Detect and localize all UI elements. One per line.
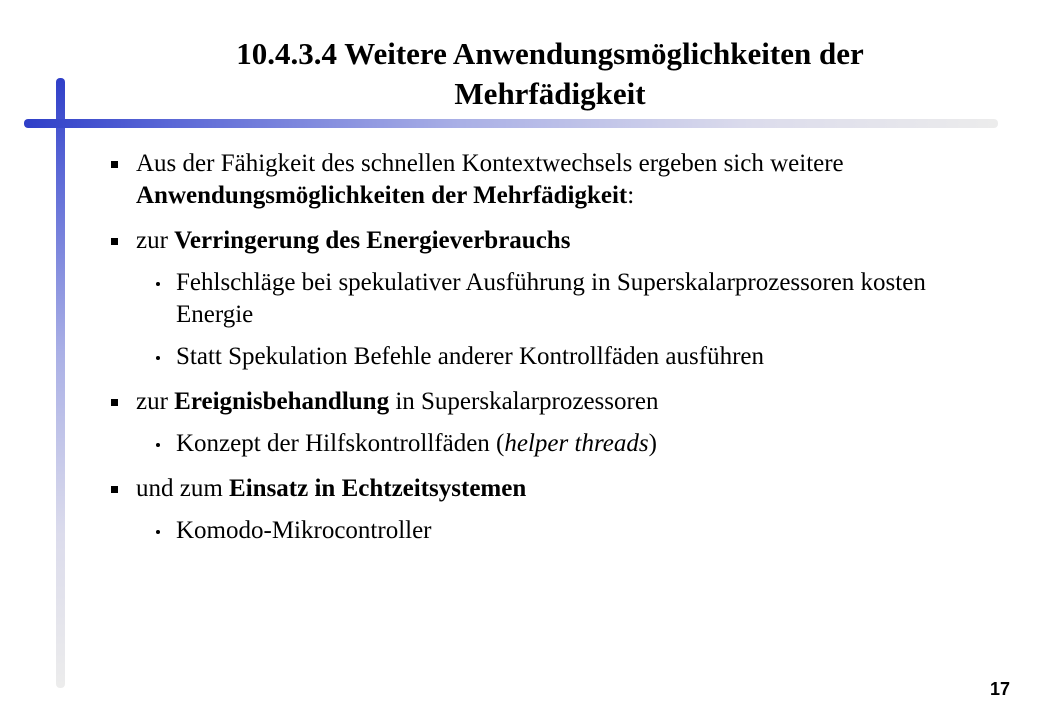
slide-title-line-2: Mehrfädigkeit <box>454 76 646 111</box>
sub-bullet-text: Komodo-Mikrocontroller <box>176 517 432 544</box>
bullet-text: zur <box>136 227 175 254</box>
page-number: 17 <box>989 679 1010 699</box>
bullet-text-suffix: : <box>627 182 635 209</box>
bullet-item <box>108 386 1008 418</box>
bullet-list <box>108 148 1008 547</box>
bullet-text: Aus der Fähigkeit des schnellen Kontextwechsels ergeben sich weitere <box>136 150 844 177</box>
bullet-item <box>108 148 1008 212</box>
square-bullet-icon <box>111 161 118 168</box>
dot-bullet-icon <box>156 356 160 360</box>
bullet-bold-text: Verringerung des Energieverbrauchs <box>174 227 571 254</box>
sub-bullet-text: Statt Spekulation Befehle anderer Kontrollfäden ausführen <box>176 343 765 370</box>
sub-bullet-text: Fehlschläge bei spekulativer Ausführung in Superskalarprozessoren kosten Energie <box>176 269 926 328</box>
bullet-text-suffix: in Superskalarprozessoren <box>389 388 659 415</box>
square-bullet-icon <box>111 399 118 406</box>
bullet-item <box>108 225 1008 257</box>
bullet-bold-text: Anwendungsmöglichkeiten der Mehrfädigkeit <box>136 182 628 209</box>
sub-bullet-item <box>108 428 1008 460</box>
sub-bullet-italic-text: helper threads <box>504 430 649 457</box>
bullet-bold-text: Ereignisbehandlung <box>174 388 390 415</box>
bullet-bold-text: Einsatz in Echtzeitsystemen <box>229 475 527 502</box>
sub-bullet-item <box>108 267 1008 331</box>
vertical-accent-bar <box>56 78 65 688</box>
bullet-text: und zum <box>136 475 230 502</box>
dot-bullet-icon <box>156 530 160 534</box>
square-bullet-icon <box>111 238 118 245</box>
sub-bullet-item <box>108 515 1008 547</box>
horizontal-accent-bar <box>24 119 998 128</box>
dot-bullet-icon <box>156 443 160 447</box>
bullet-text: zur <box>136 388 175 415</box>
slide-title <box>80 34 1020 114</box>
dot-bullet-icon <box>156 282 160 286</box>
bullet-item <box>108 473 1008 505</box>
square-bullet-icon <box>111 486 118 493</box>
sub-bullet-text: Konzept der Hilfskontrollfäden ( <box>176 430 505 457</box>
sub-bullet-text-suffix: ) <box>648 430 657 457</box>
sub-bullet-item <box>108 341 1008 373</box>
slide-title-line-1: 10.4.3.4 Weitere Anwendungsmöglichkeiten der <box>236 36 864 71</box>
